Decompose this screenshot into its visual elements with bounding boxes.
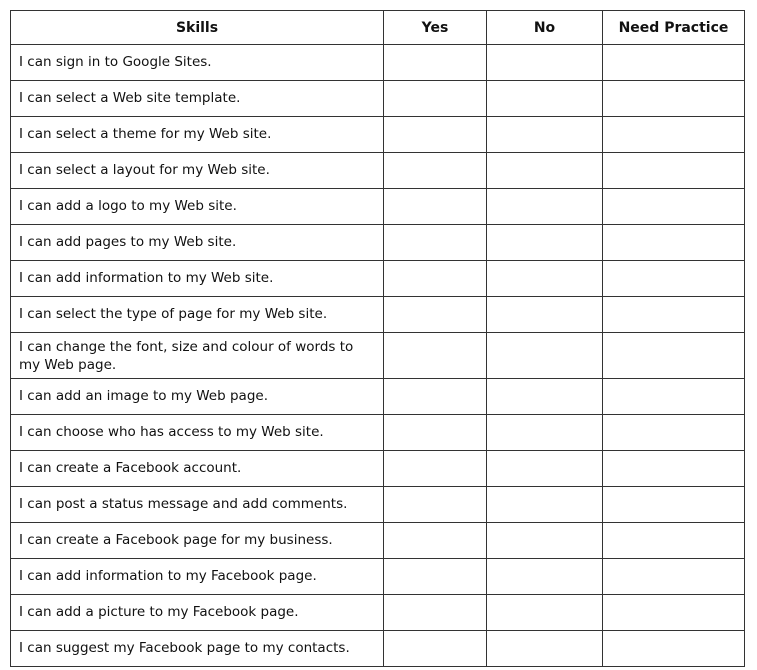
yes-cell[interactable] bbox=[384, 379, 487, 415]
header-row bbox=[11, 11, 745, 45]
no-cell[interactable] bbox=[487, 595, 603, 631]
skill-cell: I can add information to my Web site. bbox=[11, 261, 384, 297]
table-row bbox=[11, 261, 745, 297]
header-need-practice: Need Practice bbox=[603, 11, 745, 45]
no-cell[interactable] bbox=[487, 487, 603, 523]
header-skills: Skills bbox=[11, 11, 384, 45]
header-no: No bbox=[487, 11, 603, 45]
no-cell[interactable] bbox=[487, 333, 603, 379]
table-row bbox=[11, 451, 745, 487]
skill-cell: I can add a logo to my Web site. bbox=[11, 189, 384, 225]
table-row bbox=[11, 225, 745, 261]
yes-cell[interactable] bbox=[384, 487, 487, 523]
table-row bbox=[11, 559, 745, 595]
skill-cell: I can add an image to my Web page. bbox=[11, 379, 384, 415]
yes-cell[interactable] bbox=[384, 297, 487, 333]
yes-cell[interactable] bbox=[384, 189, 487, 225]
skill-cell: I can add a picture to my Facebook page. bbox=[11, 595, 384, 631]
no-cell[interactable] bbox=[487, 117, 603, 153]
yes-cell[interactable] bbox=[384, 45, 487, 81]
no-cell[interactable] bbox=[487, 379, 603, 415]
yes-cell[interactable] bbox=[384, 153, 487, 189]
table-body bbox=[11, 45, 745, 667]
need-practice-cell[interactable] bbox=[603, 117, 745, 153]
no-cell[interactable] bbox=[487, 261, 603, 297]
no-cell[interactable] bbox=[487, 451, 603, 487]
table-row bbox=[11, 379, 745, 415]
need-practice-cell[interactable] bbox=[603, 487, 745, 523]
need-practice-cell[interactable] bbox=[603, 379, 745, 415]
need-practice-cell[interactable] bbox=[603, 333, 745, 379]
no-cell[interactable] bbox=[487, 45, 603, 81]
table-row bbox=[11, 333, 745, 379]
need-practice-cell[interactable] bbox=[603, 261, 745, 297]
skill-cell: I can create a Facebook account. bbox=[11, 451, 384, 487]
no-cell[interactable] bbox=[487, 297, 603, 333]
yes-cell[interactable] bbox=[384, 595, 487, 631]
skill-cell: I can select a Web site template. bbox=[11, 81, 384, 117]
need-practice-cell[interactable] bbox=[603, 189, 745, 225]
need-practice-cell[interactable] bbox=[603, 153, 745, 189]
need-practice-cell[interactable] bbox=[603, 559, 745, 595]
skills-checklist-table bbox=[10, 10, 745, 667]
yes-cell[interactable] bbox=[384, 415, 487, 451]
skill-cell: I can select the type of page for my Web site. bbox=[11, 297, 384, 333]
table-row bbox=[11, 189, 745, 225]
no-cell[interactable] bbox=[487, 153, 603, 189]
table-row bbox=[11, 81, 745, 117]
need-practice-cell[interactable] bbox=[603, 523, 745, 559]
skill-cell: I can change the font, size and colour of words to my Web page. bbox=[11, 333, 384, 379]
yes-cell[interactable] bbox=[384, 559, 487, 595]
yes-cell[interactable] bbox=[384, 451, 487, 487]
yes-cell[interactable] bbox=[384, 631, 487, 667]
skill-cell: I can sign in to Google Sites. bbox=[11, 45, 384, 81]
table-row bbox=[11, 117, 745, 153]
need-practice-cell[interactable] bbox=[603, 595, 745, 631]
no-cell[interactable] bbox=[487, 225, 603, 261]
need-practice-cell[interactable] bbox=[603, 45, 745, 81]
skill-cell: I can select a layout for my Web site. bbox=[11, 153, 384, 189]
no-cell[interactable] bbox=[487, 523, 603, 559]
header-yes: Yes bbox=[384, 11, 487, 45]
table-row bbox=[11, 45, 745, 81]
no-cell[interactable] bbox=[487, 631, 603, 667]
yes-cell[interactable] bbox=[384, 261, 487, 297]
no-cell[interactable] bbox=[487, 81, 603, 117]
table-row bbox=[11, 523, 745, 559]
skill-cell: I can select a theme for my Web site. bbox=[11, 117, 384, 153]
skill-cell: I can add pages to my Web site. bbox=[11, 225, 384, 261]
table-row bbox=[11, 415, 745, 451]
yes-cell[interactable] bbox=[384, 333, 487, 379]
need-practice-cell[interactable] bbox=[603, 451, 745, 487]
skill-cell: I can create a Facebook page for my business. bbox=[11, 523, 384, 559]
skill-cell: I can post a status message and add comments. bbox=[11, 487, 384, 523]
no-cell[interactable] bbox=[487, 189, 603, 225]
skill-cell: I can add information to my Facebook page. bbox=[11, 559, 384, 595]
yes-cell[interactable] bbox=[384, 225, 487, 261]
table-row bbox=[11, 297, 745, 333]
table-row bbox=[11, 153, 745, 189]
yes-cell[interactable] bbox=[384, 81, 487, 117]
table-row bbox=[11, 631, 745, 667]
table-row bbox=[11, 487, 745, 523]
table-row bbox=[11, 595, 745, 631]
skill-cell: I can suggest my Facebook page to my contacts. bbox=[11, 631, 384, 667]
need-practice-cell[interactable] bbox=[603, 81, 745, 117]
skill-cell: I can choose who has access to my Web site. bbox=[11, 415, 384, 451]
no-cell[interactable] bbox=[487, 415, 603, 451]
no-cell[interactable] bbox=[487, 559, 603, 595]
need-practice-cell[interactable] bbox=[603, 631, 745, 667]
yes-cell[interactable] bbox=[384, 523, 487, 559]
yes-cell[interactable] bbox=[384, 117, 487, 153]
need-practice-cell[interactable] bbox=[603, 297, 745, 333]
need-practice-cell[interactable] bbox=[603, 415, 745, 451]
need-practice-cell[interactable] bbox=[603, 225, 745, 261]
